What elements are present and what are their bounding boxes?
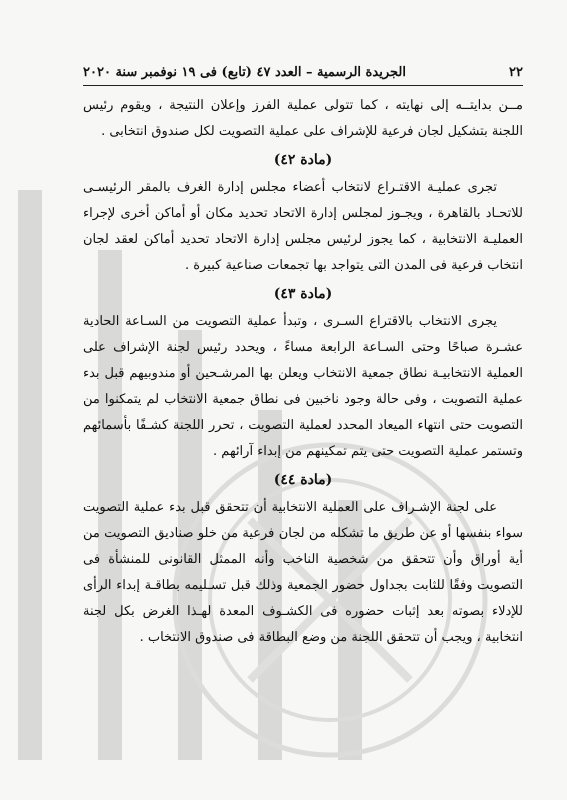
article-44-text: على لجنة الإشـراف على العملية الانتخابية أن تتحقق قبل بدء عملية التصويت سواء بنفسها أو عن طريق ما تشكله من لجان فرعية من خلو صناديق التصويت من أية أوراق وأن تتحقق من شخصية الناخب وأنه الممثل القانونى للمنشأة فى التصويت وفقًا للثابت بجداول حضور الجمعية وذلك قبل تسـليمه بطاقـة إبداء الرأى للإدلاء بصوته بعد إثبات حضوره فى الكشـوف المعدة لهـذا الغرض بكل لجنة انتخابية ، ويجب أن تتحقق اللجنة من وضع البطاقة فى صندوق الانتخاب . (83, 500, 523, 645)
article-44-heading: (مادة ٤٤) (273, 472, 333, 488)
page-header (83, 60, 523, 84)
document-page (83, 60, 523, 760)
article-42-heading: (مادة ٤٢) (273, 152, 333, 168)
intro-paragraph: مــن بدايتــه إلى نهايته ، كما تتولى عملية الفرز وإعلان النتيجة ، ويقوم رئيس اللجنة بتشكيل لجان فرعية للإشراف على عملية التصويت لكل صندوق انتخابى . (83, 98, 523, 139)
header-divider (83, 85, 523, 86)
page-number: ٢٢ (509, 64, 523, 80)
article-43-text: يجرى الانتخاب بالاقتراع السـرى ، وتبدأ عملية التصويت من السـاعة الحادية عشـرة صباحًا وحتى السـاعة الرابعة مساءً ، ويحدد رئيس لجنة الإشراف على العملية الانتخابيـة نطاق جمعية الانتخاب ويعلن بها المرشـحين أو مندوبيهم قبل بدء عملية التصويت ، وفى حالة وجود ناخبين فى نطاق جمعية الانتخاب لم يتمكنوا من التصويت حتى انتهاء الميعاد المحدد لعملية التصويت ، تحرر اللجنة كشـفًا بأسمائهم وتستمر عملية التصويت حتى يتم تمكينهم من إبداء آرائهم . (83, 314, 523, 459)
article-42-text: تجرى عمليـة الاقتـراع لانتخاب أعضاء مجلس إدارة الغرف بالمقر الرئيسـى للاتحـاد بالقاهرة ، ويجـوز لمجلس إدارة الاتحاد تحديد مكان أو أماكن أخرى لإجراء العمليـة الانتخابية ، كما يجوز لرئيس مجلس إدارة الاتحاد تحديد أماكن لعقد لجان انتخاب فرعية فى المدن التى يتواجد بها تجمعات صناعية كبيرة . (83, 180, 523, 273)
article-43-heading: (مادة ٤٣) (273, 286, 333, 302)
publication-title: الجريدة الرسمية – العدد ٤٧ (تابع) فى ١٩ نوفمبر سنة ٢٠٢٠ (83, 64, 406, 80)
